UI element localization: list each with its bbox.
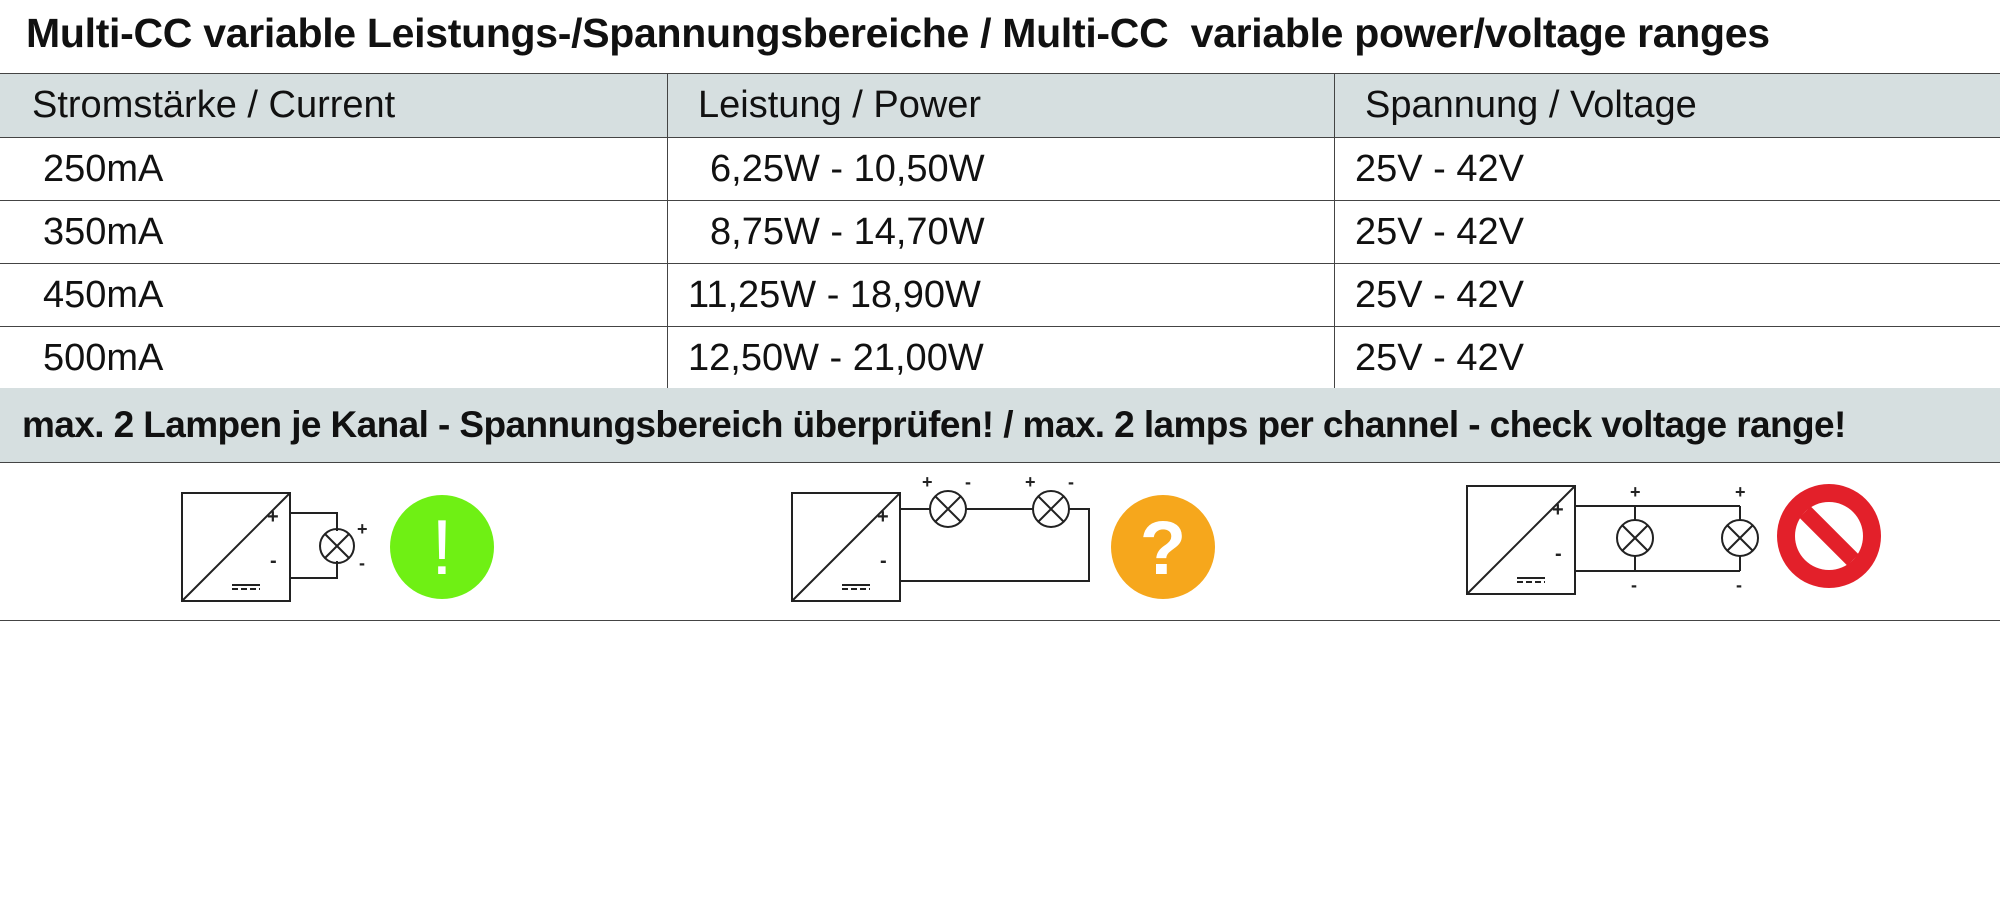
warning-note-text: max. 2 Lampen je Kanal - Spannungsbereich überprüfen! / max. 2 lamps per channel - check voltage range! bbox=[22, 404, 1846, 445]
table-row bbox=[0, 264, 2000, 327]
cell-text: 12,50W - 21,00W bbox=[688, 336, 984, 379]
table-row bbox=[0, 138, 2000, 201]
cell-current bbox=[0, 138, 666, 200]
exclamation-glyph: ! bbox=[431, 503, 453, 591]
cell-text: 25V - 42V bbox=[1355, 147, 1524, 190]
cell-power bbox=[667, 264, 1334, 326]
cell-current bbox=[0, 201, 666, 263]
plus-sign: + bbox=[922, 473, 933, 492]
cell-voltage bbox=[1334, 201, 2000, 263]
plus-sign: + bbox=[877, 506, 889, 528]
cell-voltage bbox=[1334, 327, 2000, 389]
spec-table bbox=[0, 73, 2000, 390]
minus-sign: - bbox=[1631, 575, 1637, 595]
wiring-diagram-series-lamps bbox=[780, 473, 1220, 608]
cell-voltage bbox=[1334, 138, 2000, 200]
plus-sign: + bbox=[1552, 499, 1564, 521]
wiring-diagrams bbox=[0, 463, 2000, 621]
cell-text: 250mA bbox=[43, 147, 164, 190]
table-header-row bbox=[0, 73, 2000, 138]
wiring-diagram-single-lamp bbox=[170, 483, 510, 608]
cell-power bbox=[667, 138, 1334, 200]
prohibited-icon bbox=[1777, 484, 1881, 588]
cell-power bbox=[667, 327, 1334, 389]
warning-note bbox=[0, 388, 2000, 463]
question-glyph: ? bbox=[1139, 506, 1187, 591]
header-label: Spannung / Voltage bbox=[1365, 84, 1697, 126]
cell-current bbox=[0, 327, 666, 389]
table-row bbox=[0, 201, 2000, 264]
cell-text: 500mA bbox=[43, 336, 164, 379]
plus-sign: + bbox=[1630, 482, 1641, 502]
plus-sign: + bbox=[1735, 482, 1746, 502]
minus-sign: - bbox=[965, 473, 971, 492]
cell-text: 6,25W - 10,50W bbox=[710, 147, 985, 190]
cell-text: 11,25W - 18,90W bbox=[688, 273, 981, 316]
minus-sign: - bbox=[1555, 543, 1562, 565]
wiring-diagram-parallel-lamps bbox=[1455, 478, 1895, 608]
header-cell-current bbox=[0, 74, 666, 137]
cell-current bbox=[0, 264, 666, 326]
plus-sign: + bbox=[357, 519, 368, 539]
cell-text: 25V - 42V bbox=[1355, 273, 1524, 316]
cell-power bbox=[667, 201, 1334, 263]
header-label: Leistung / Power bbox=[698, 84, 982, 126]
minus-sign: - bbox=[1068, 473, 1074, 492]
cell-text: 25V - 42V bbox=[1355, 210, 1524, 253]
cell-text: 450mA bbox=[43, 273, 164, 316]
header-label: Stromstärke / Current bbox=[32, 84, 396, 126]
plus-sign: + bbox=[1025, 473, 1036, 492]
page-title: Multi-CC variable Leistungs-/Spannungsbereiche / Multi-CC variable power/voltage ranges bbox=[26, 10, 1770, 56]
cell-text: 8,75W - 14,70W bbox=[710, 210, 985, 253]
cell-text: 25V - 42V bbox=[1355, 336, 1524, 379]
minus-sign: - bbox=[1736, 575, 1742, 595]
header-cell-voltage bbox=[1334, 74, 2000, 137]
header-cell-power bbox=[667, 74, 1334, 137]
minus-sign: - bbox=[270, 550, 277, 572]
cell-text: 350mA bbox=[43, 210, 164, 253]
cell-voltage bbox=[1334, 264, 2000, 326]
table-row bbox=[0, 327, 2000, 390]
minus-sign: - bbox=[880, 550, 887, 572]
minus-sign: - bbox=[359, 553, 365, 573]
plus-sign: + bbox=[267, 506, 279, 528]
